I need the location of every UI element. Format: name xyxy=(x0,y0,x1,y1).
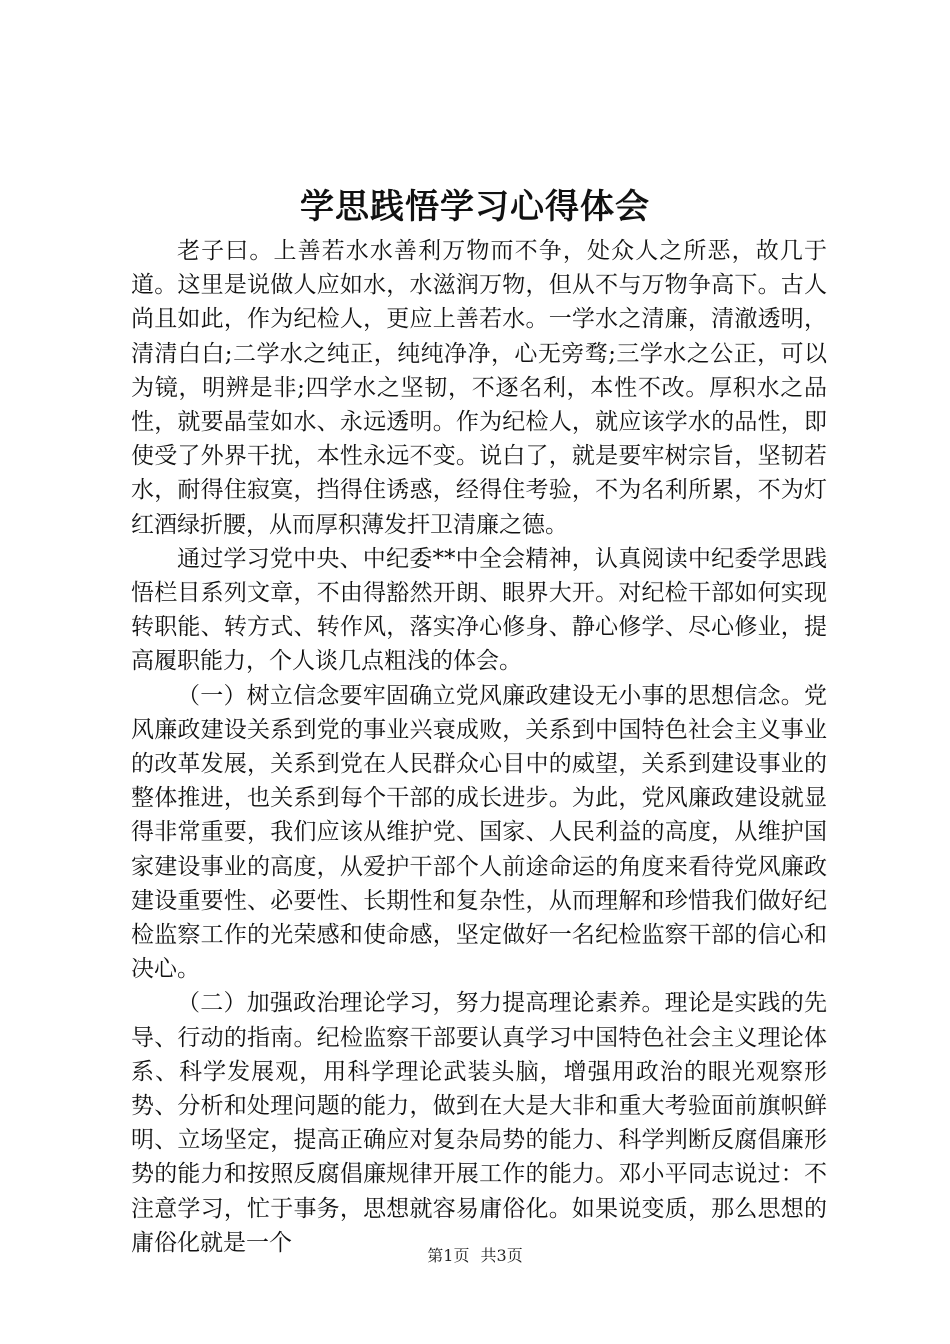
document-body xyxy=(131,234,827,1260)
page-total: 共3页 xyxy=(480,1246,523,1265)
page-footer xyxy=(0,1244,950,1268)
paragraph: （二）加强政治理论学习，努力提高理论素养。理论是实践的先导、行动的指南。纪检监察干部要认真学习中国特色社会主义理论体系、科学发展观，用科学理论武装头脑，增强用政治的眼光观察形势、分析和处理问题的能力，做到在大是大非和重大考验面前旗帜鲜明、立场坚定，提高正确应对复杂局势的能力、科学判断反腐倡廉形势的能力和按照反腐倡廉规律开展工作的能力。邓小平同志说过：不注意学习，忙于事务，思想就容易庸俗化。如果说变质，那么思想的庸俗化就是一个 xyxy=(131,990,827,1256)
page-number: 第1页 xyxy=(427,1246,470,1265)
paragraph: 通过学习党中央、中纪委**中全会精神，认真阅读中纪委学思践悟栏目系列文章，不由得豁然开朗、眼界大开。对纪检干部如何实现转职能、转方式、转作风，落实净心修身、静心修学、尽心修业，提高履职能力，个人谈几点粗浅的体会。 xyxy=(131,545,827,675)
paragraph: 老子曰。上善若水水善利万物而不争，处众人之所恶，故几于道。这里是说做人应如水，水滋润万物，但从不与万物争高下。古人尚且如此，作为纪检人，更应上善若水。一学水之清廉，清澈透明，清清白白;二学水之纯正，纯纯净净，心无旁骛;三学水之公正，可以为镜，明辨是非;四学水之坚韧，不逐名利，本性不改。厚积水之品性，就要晶莹如水、永远透明。作为纪检人，就应该学水的品性，即使受了外界干扰，本性永远不变。说白了，就是要牢树宗旨，坚韧若水，耐得住寂寞，挡得住诱惑，经得住考验，不为名利所累，不为灯红酒绿折腰，从而厚积薄发扞卫清廉之德。 xyxy=(131,238,827,538)
document-title: 学思践悟学习心得体会 xyxy=(300,187,650,227)
paragraph: （一）树立信念要牢固确立党风廉政建设无小事的思想信念。党风廉政建设关系到党的事业兴衰成败，关系到中国特色社会主义事业的改革发展，关系到党在人民群众心目中的威望，关系到建设事业的整体推进，也关系到每个干部的成长进步。为此，党风廉政建设就显得非常重要，我们应该从维护党、国家、人民利益的高度，从维护国家建设事业的高度，从爱护干部个人前途命运的角度来看待党风廉政建设重要性、必要性、长期性和复杂性，从而理解和珍惜我们做好纪检监察工作的光荣感和使命感，坚定做好一名纪检监察干部的信心和决心。 xyxy=(131,682,827,983)
